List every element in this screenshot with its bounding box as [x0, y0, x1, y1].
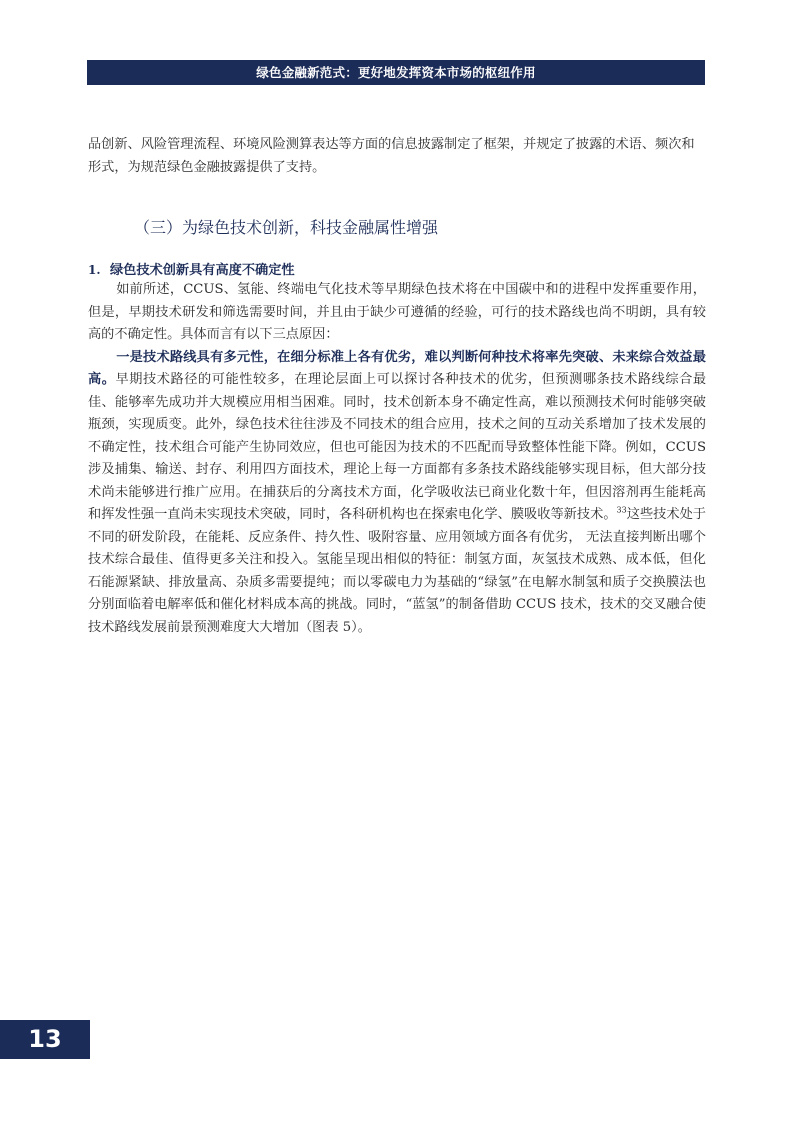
paragraph-continuation: 品创新、风险管理流程、环境风险测算表达等方面的信息披露制定了框架，并规定了披露的术语、频次和形式，为规范绿色金融披露提供了支持。: [88, 137, 695, 175]
page-number-box: [0, 1020, 90, 1059]
paragraph-body-2: 这些技术处于不同的研发阶段，在能耗、反应条件、持久性、吸附容量、应用领域方面各有优劣， 无法直接判断出哪个技术综合最佳、值得更多关注和投入。氢能呈现出相似的特征：制氢方面，灰氢技术成熟、成本低，但化石能源紧缺、排放量高、杂质多需要提纯；而以零碳电力为基础的“绿氢”在电解水制氢和质子交换膜法也分别面临着电解率低和催化材料成本高的挑战。同时，“蓝氢”的制备借助 CCUS 技术，技术的交叉融合使技术路线发展前景预测难度大大增加（图表 5）。: [88, 507, 706, 635]
section-heading: （三）为绿色技术创新，科技金融属性增强: [134, 218, 439, 237]
paragraph-intro: [88, 279, 706, 347]
paragraph-reasons: [88, 347, 706, 640]
subsection-number: 1.: [88, 263, 101, 277]
paragraph-bold-lead: 一是技术路线具有多元性，在细分标准上各有优劣，难以判断何种技术将率先突破、未来综合效益最高。: [88, 349, 706, 387]
header-title-bar: [87, 60, 705, 85]
paragraph-intro-text: 如前所述，CCUS、氢能、终端电气化技术等早期绿色技术将在中国碳中和的进程中发挥重要作用，但是，早期技术研发和筛选需要时间，并且由于缺少可遵循的经验，可行的技术路线也尚不明朗，具有较高的不确定性。具体而言有以下三点原因：: [88, 282, 706, 342]
subsection-title: 绿色技术创新具有高度不确定性: [110, 263, 295, 278]
header-title: 绿色金融新范式：更好地发挥资本市场的枢纽作用: [256, 65, 536, 80]
paragraph-body-1: 早期技术路径的可能性较多，在理论层面上可以探讨各种技术的优劣，但预测哪条技术路线综合最佳、能够率先成功并大规模应用相当困难。同时，技术创新本身不确定性高，难以预测技术何时能够突破瓶颈，实现质变。此外，绿色技术往往涉及不同技术的组合应用，技术之间的互动关系增加了技术发展的不确定性，技术组合可能产生协同效应，但也可能因为技术的不匹配而导致整体性能下降。例如，CCUS 涉及捕集、输送、封存、利用四方面技术，理论上每一方面都有多条技术路线能够实现目标，但大部分技术尚未能够进行推广应用。在捕获后的分离技术方面，化学吸收法已商业化数十年，但因溶剂再生能耗高和挥发性强一直尚未实现技术突破，同时，各科研机构也在探索电化学、膜吸收等新技术。: [88, 372, 707, 522]
body-text: [88, 279, 706, 639]
footnote-ref[interactable]: 33: [616, 505, 627, 515]
page-number: 13: [28, 1025, 62, 1053]
